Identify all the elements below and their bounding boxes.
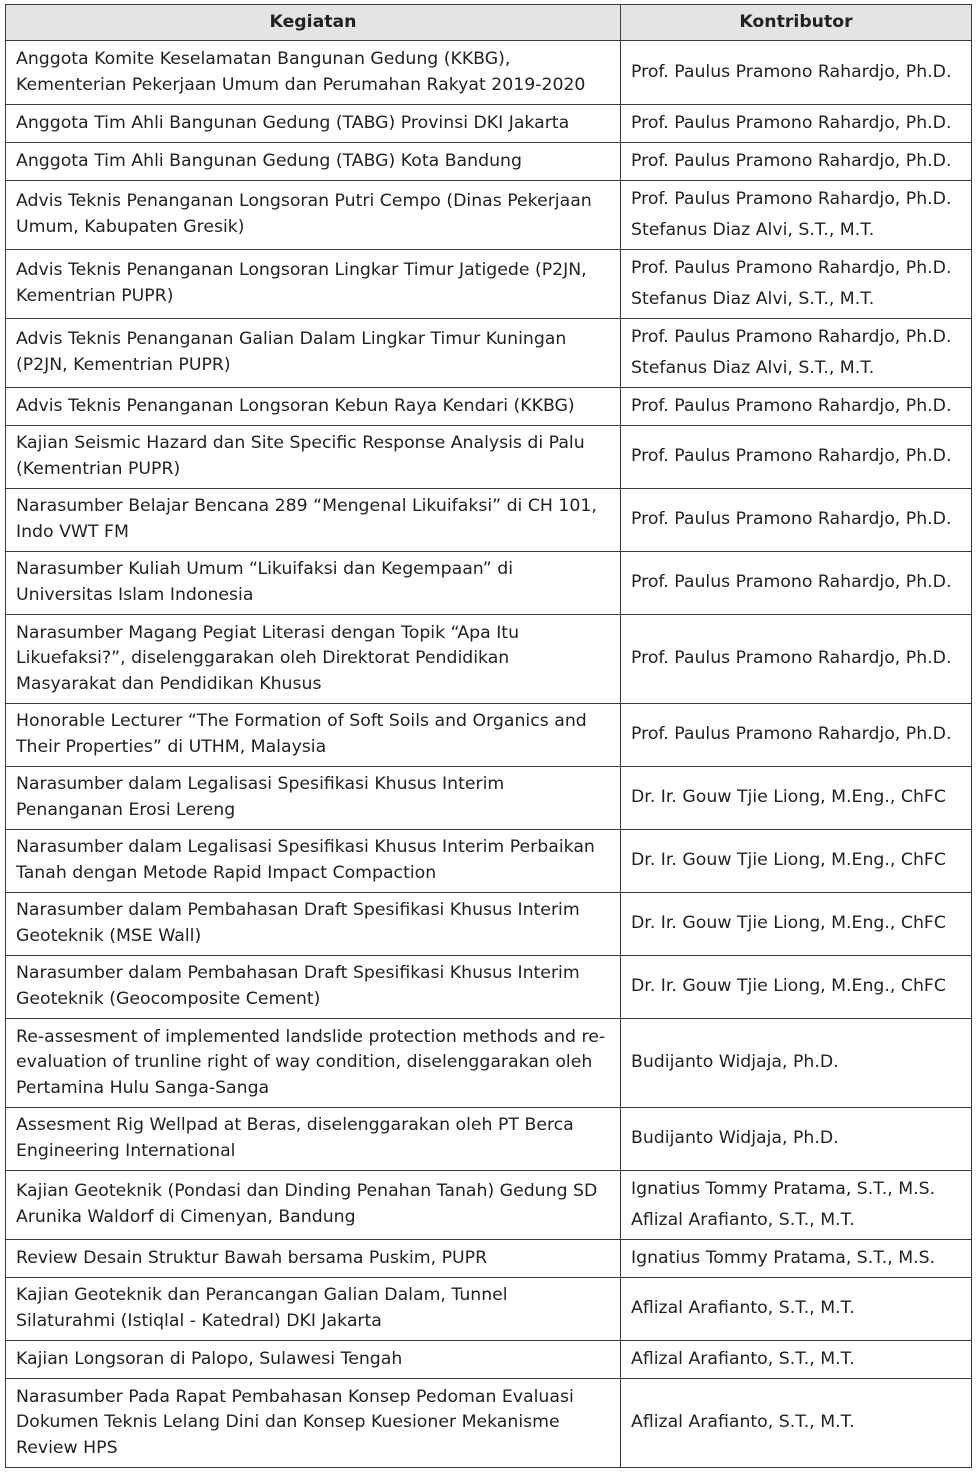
- contributor-cell: [621, 143, 972, 181]
- contributor-name: Ignatius Tommy Pratama, S.T., M.S.: [631, 1247, 936, 1268]
- table-row: [6, 250, 972, 319]
- contributor-cell: [621, 181, 972, 250]
- activity-cell: Review Desain Struktur Bawah bersama Puskim, PUPR: [6, 1240, 621, 1278]
- activity-cell: Re-assesment of implemented landslide protection methods and re-evaluation of trunline right of way condition, diselenggarakan oleh Pertamina Hulu Sanga-Sanga: [6, 1019, 621, 1108]
- activity-cell: Narasumber Belajar Bencana 289 “Mengenal Likuifaksi” di CH 101, Indo VWT FM: [6, 489, 621, 552]
- contributor-cell: [621, 426, 972, 489]
- contributor-cell: [621, 552, 972, 615]
- contributor-name: Prof. Paulus Pramono Rahardjo, Ph.D.: [631, 150, 952, 171]
- contributor-cell: [621, 105, 972, 143]
- contributor-name: Prof. Paulus Pramono Rahardjo, Ph.D.: [631, 509, 952, 530]
- table-row: [6, 1341, 972, 1379]
- contributor-name: Budijanto Widjaja, Ph.D.: [631, 1052, 839, 1073]
- table-row: [6, 956, 972, 1019]
- table-row: [6, 105, 972, 143]
- table-header-row: [6, 5, 972, 41]
- contributor-cell: [621, 489, 972, 552]
- contributor-cell: [621, 1171, 972, 1240]
- contributor-cell: [621, 893, 972, 956]
- contributor-cell: [621, 1278, 972, 1341]
- activity-cell: Anggota Tim Ahli Bangunan Gedung (TABG) Provinsi DKI Jakarta: [6, 105, 621, 143]
- table-row: [6, 893, 972, 956]
- contributor-cell: [621, 767, 972, 830]
- contributor-name: Aflizal Arafianto, S.T., M.T.: [631, 1348, 855, 1369]
- table-row: [6, 704, 972, 767]
- table-row: [6, 426, 972, 489]
- table-body: [6, 41, 972, 1468]
- header-kontributor: Kontributor: [621, 5, 972, 41]
- table-row: [6, 1278, 972, 1341]
- activity-cell: Advis Teknis Penanganan Longsoran Putri Cempo (Dinas Pekerjaan Umum, Kabupaten Gresik): [6, 181, 621, 250]
- contributor-name: Prof. Paulus Pramono Rahardjo, Ph.D.: [631, 258, 952, 278]
- contributor-cell: [621, 1341, 972, 1379]
- activity-cell: Advis Teknis Penanganan Longsoran Lingkar Timur Jatigede (P2JN, Kementrian PUPR): [6, 250, 621, 319]
- contributor-name: Dr. Ir. Gouw Tjie Liong, M.Eng., ChFC: [631, 787, 946, 808]
- activity-cell: Anggota Tim Ahli Bangunan Gedung (TABG) Kota Bandung: [6, 143, 621, 181]
- table-row: [6, 1240, 972, 1278]
- contributor-name: Prof. Paulus Pramono Rahardjo, Ph.D.: [631, 189, 952, 209]
- contributor-cell: [621, 956, 972, 1019]
- table-row: [6, 143, 972, 181]
- table-row: [6, 830, 972, 893]
- contributor-name: Prof. Paulus Pramono Rahardjo, Ph.D.: [631, 648, 952, 669]
- activities-table: [5, 4, 972, 1468]
- contributor-name: Prof. Paulus Pramono Rahardjo, Ph.D.: [631, 395, 952, 416]
- contributor-name: Dr. Ir. Gouw Tjie Liong, M.Eng., ChFC: [631, 976, 946, 997]
- contributor-name: Aflizal Arafianto, S.T., M.T.: [631, 1210, 855, 1230]
- table-row: [6, 388, 972, 426]
- activity-cell: Honorable Lecturer “The Formation of Soft Soils and Organics and Their Properties” di UTHM, Malaysia: [6, 704, 621, 767]
- contributor-cell: [621, 388, 972, 426]
- contributor-name: Prof. Paulus Pramono Rahardjo, Ph.D.: [631, 446, 952, 467]
- contributor-cell: [621, 1379, 972, 1468]
- table-row: [6, 1019, 972, 1108]
- table-row: [6, 615, 972, 704]
- contributor-name: Dr. Ir. Gouw Tjie Liong, M.Eng., ChFC: [631, 913, 946, 934]
- activity-cell: Kajian Seismic Hazard dan Site Specific Response Analysis di Palu (Kementrian PUPR): [6, 426, 621, 489]
- table-row: [6, 181, 972, 250]
- activity-cell: Narasumber dalam Legalisasi Spesifikasi Khusus Interim Perbaikan Tanah dengan Metode Rapid Impact Compaction: [6, 830, 621, 893]
- contributor-cell: [621, 250, 972, 319]
- table-row: [6, 1108, 972, 1171]
- activity-cell: Kajian Longsoran di Palopo, Sulawesi Tengah: [6, 1341, 621, 1379]
- contributor-cell: [621, 830, 972, 893]
- table-row: [6, 489, 972, 552]
- contributor-name: Stefanus Diaz Alvi, S.T., M.T.: [631, 358, 875, 378]
- activity-cell: Assesment Rig Wellpad at Beras, diselenggarakan oleh PT Berca Engineering International: [6, 1108, 621, 1171]
- table-row: [6, 552, 972, 615]
- contributor-name: Prof. Paulus Pramono Rahardjo, Ph.D.: [631, 112, 952, 133]
- activity-cell: Anggota Komite Keselamatan Bangunan Gedung (KKBG), Kementerian Pekerjaan Umum dan Perumahan Rakyat 2019-2020: [6, 41, 621, 105]
- header-kegiatan: Kegiatan: [6, 5, 621, 41]
- activity-cell: Advis Teknis Penanganan Galian Dalam Lingkar Timur Kuningan (P2JN, Kementrian PUPR): [6, 319, 621, 388]
- contributor-name: Prof. Paulus Pramono Rahardjo, Ph.D.: [631, 572, 952, 593]
- contributor-name: Aflizal Arafianto, S.T., M.T.: [631, 1412, 855, 1433]
- activity-cell: Advis Teknis Penanganan Longsoran Kebun Raya Kendari (KKBG): [6, 388, 621, 426]
- table-row: [6, 767, 972, 830]
- contributor-name: Prof. Paulus Pramono Rahardjo, Ph.D.: [631, 327, 952, 347]
- contributor-cell: [621, 319, 972, 388]
- activity-cell: Narasumber dalam Pembahasan Draft Spesifikasi Khusus Interim Geoteknik (Geocomposite Cement): [6, 956, 621, 1019]
- contributor-cell: [621, 1019, 972, 1108]
- activity-cell: Narasumber Magang Pegiat Literasi dengan Topik “Apa Itu Likuefaksi?”, diselenggarakan oleh Direktorat Pendidikan Masyarakat dan Pendidikan Khusus: [6, 615, 621, 704]
- contributor-cell: [621, 615, 972, 704]
- contributor-name: Dr. Ir. Gouw Tjie Liong, M.Eng., ChFC: [631, 850, 946, 871]
- table-row: [6, 1171, 972, 1240]
- activity-cell: Narasumber Pada Rapat Pembahasan Konsep Pedoman Evaluasi Dokumen Teknis Lelang Dini dan Konsep Kuesioner Mekanisme Review HPS: [6, 1379, 621, 1468]
- activity-cell: Kajian Geoteknik (Pondasi dan Dinding Penahan Tanah) Gedung SD Arunika Waldorf di Cimenyan, Bandung: [6, 1171, 621, 1240]
- contributor-cell: [621, 1108, 972, 1171]
- contributor-name: Prof. Paulus Pramono Rahardjo, Ph.D.: [631, 724, 952, 745]
- contributor-cell: [621, 41, 972, 105]
- contributor-name: Aflizal Arafianto, S.T., M.T.: [631, 1298, 855, 1319]
- table-row: [6, 319, 972, 388]
- contributor-name: Ignatius Tommy Pratama, S.T., M.S.: [631, 1179, 936, 1199]
- activity-cell: Narasumber dalam Pembahasan Draft Spesifikasi Khusus Interim Geoteknik (MSE Wall): [6, 893, 621, 956]
- contributor-name: Stefanus Diaz Alvi, S.T., M.T.: [631, 220, 875, 240]
- contributor-cell: [621, 704, 972, 767]
- contributor-name: Stefanus Diaz Alvi, S.T., M.T.: [631, 289, 875, 309]
- contributor-name: Budijanto Widjaja, Ph.D.: [631, 1128, 839, 1149]
- activity-cell: Kajian Geoteknik dan Perancangan Galian Dalam, Tunnel Silaturahmi (Istiqlal - Katedral) DKI Jakarta: [6, 1278, 621, 1341]
- activity-cell: Narasumber Kuliah Umum “Likuifaksi dan Kegempaan” di Universitas Islam Indonesia: [6, 552, 621, 615]
- table-row: [6, 41, 972, 105]
- table-row: [6, 1379, 972, 1468]
- contributor-name: Prof. Paulus Pramono Rahardjo, Ph.D.: [631, 61, 952, 82]
- activity-cell: Narasumber dalam Legalisasi Spesifikasi Khusus Interim Penanganan Erosi Lereng: [6, 767, 621, 830]
- contributor-cell: [621, 1240, 972, 1278]
